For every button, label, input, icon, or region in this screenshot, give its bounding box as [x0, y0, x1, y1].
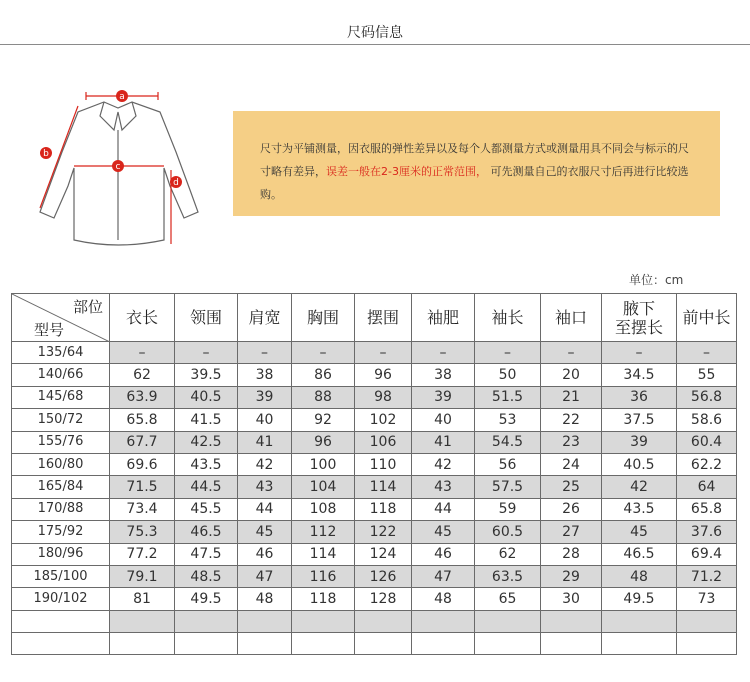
value-cell: 40.5: [602, 453, 677, 475]
value-cell: [175, 610, 238, 632]
value-cell: 47: [412, 565, 475, 587]
value-cell: 30: [541, 588, 602, 610]
value-cell: –: [541, 342, 602, 364]
value-cell: 41: [412, 431, 475, 453]
column-header: 衣长: [110, 294, 175, 342]
value-cell: 58.6: [677, 409, 737, 431]
value-cell: –: [238, 342, 292, 364]
value-cell: 106: [355, 431, 412, 453]
value-cell: [475, 610, 541, 632]
value-cell: 40: [412, 409, 475, 431]
size-cell: 145/68: [12, 386, 110, 408]
value-cell: 46.5: [175, 521, 238, 543]
column-header: 肩宽: [238, 294, 292, 342]
size-cell: 165/84: [12, 476, 110, 498]
value-cell: 69.6: [110, 453, 175, 475]
value-cell: 48: [412, 588, 475, 610]
value-cell: 42.5: [175, 431, 238, 453]
value-cell: 27: [541, 521, 602, 543]
value-cell: 39: [412, 386, 475, 408]
shirt-measurement-diagram: [8, 82, 228, 252]
value-cell: 59: [475, 498, 541, 520]
value-cell: 60.4: [677, 431, 737, 453]
table-header-row: [12, 294, 737, 342]
table-row: [12, 409, 737, 431]
value-cell: –: [175, 342, 238, 364]
value-cell: 49.5: [175, 588, 238, 610]
value-cell: 34.5: [602, 364, 677, 386]
value-cell: 75.3: [110, 521, 175, 543]
value-cell: 41.5: [175, 409, 238, 431]
value-cell: 60.5: [475, 521, 541, 543]
value-cell: 50: [475, 364, 541, 386]
value-cell: [541, 633, 602, 655]
value-cell: 45.5: [175, 498, 238, 520]
value-cell: 51.5: [475, 386, 541, 408]
value-cell: 62.2: [677, 453, 737, 475]
table-corner-cell: [12, 294, 110, 342]
value-cell: 43.5: [602, 498, 677, 520]
column-header: 腋下 至摆长: [602, 294, 677, 342]
table-row: [12, 543, 737, 565]
size-cell: 170/88: [12, 498, 110, 520]
corner-label-part: 部位: [72, 298, 103, 316]
value-cell: 40.5: [175, 386, 238, 408]
value-cell: 40: [238, 409, 292, 431]
value-cell: [475, 633, 541, 655]
value-cell: [355, 633, 412, 655]
value-cell: 46: [238, 543, 292, 565]
value-cell: 24: [541, 453, 602, 475]
page-title: 尺码信息: [347, 25, 403, 41]
value-cell: 102: [355, 409, 412, 431]
note-text-1: 尺寸为平铺测量，因衣服的弹性差异以及每个人都测量方式或测量用具不同会与标示的尺寸略有差异，: [260, 142, 689, 178]
value-cell: 42: [238, 453, 292, 475]
value-cell: 29: [541, 565, 602, 587]
value-cell: 55: [677, 364, 737, 386]
value-cell: 44.5: [175, 476, 238, 498]
value-cell: 53: [475, 409, 541, 431]
size-table: [11, 293, 737, 655]
size-cell: 190/102: [12, 588, 110, 610]
value-cell: 39: [602, 431, 677, 453]
column-header: 前中长: [677, 294, 737, 342]
size-cell: 135/64: [12, 342, 110, 364]
value-cell: [412, 610, 475, 632]
value-cell: 112: [292, 521, 355, 543]
value-cell: 110: [355, 453, 412, 475]
table-row: [12, 588, 737, 610]
value-cell: 42: [602, 476, 677, 498]
table-row: [12, 610, 737, 632]
value-cell: 98: [355, 386, 412, 408]
value-cell: 45: [412, 521, 475, 543]
value-cell: 56.8: [677, 386, 737, 408]
value-cell: 69.4: [677, 543, 737, 565]
value-cell: 37.5: [602, 409, 677, 431]
value-cell: 88: [292, 386, 355, 408]
value-cell: 96: [292, 431, 355, 453]
value-cell: 48: [602, 565, 677, 587]
unit-label: 单位：cm: [629, 273, 684, 287]
value-cell: 46.5: [602, 543, 677, 565]
value-cell: 100: [292, 453, 355, 475]
value-cell: 114: [355, 476, 412, 498]
size-cell: 160/80: [12, 453, 110, 475]
value-cell: 114: [292, 543, 355, 565]
value-cell: 62: [110, 364, 175, 386]
value-cell: 92: [292, 409, 355, 431]
size-cell: 180/96: [12, 543, 110, 565]
marker-b: b: [43, 149, 49, 159]
value-cell: [355, 610, 412, 632]
value-cell: 96: [355, 364, 412, 386]
value-cell: 128: [355, 588, 412, 610]
value-cell: 73: [677, 588, 737, 610]
value-cell: [110, 610, 175, 632]
column-header: 袖肥: [412, 294, 475, 342]
size-cell: 140/66: [12, 364, 110, 386]
value-cell: [541, 610, 602, 632]
table-row: [12, 453, 737, 475]
value-cell: 39: [238, 386, 292, 408]
table-row: [12, 364, 737, 386]
value-cell: 38: [238, 364, 292, 386]
value-cell: 65.8: [110, 409, 175, 431]
table-row: [12, 565, 737, 587]
value-cell: 63.9: [110, 386, 175, 408]
value-cell: 43.5: [175, 453, 238, 475]
size-cell: 185/100: [12, 565, 110, 587]
value-cell: 86: [292, 364, 355, 386]
value-cell: 42: [412, 453, 475, 475]
value-cell: 118: [355, 498, 412, 520]
table-row: [12, 476, 737, 498]
value-cell: –: [602, 342, 677, 364]
value-cell: 65.8: [677, 498, 737, 520]
value-cell: 64: [677, 476, 737, 498]
value-cell: 126: [355, 565, 412, 587]
value-cell: 49.5: [602, 588, 677, 610]
value-cell: [602, 610, 677, 632]
value-cell: 118: [292, 588, 355, 610]
value-cell: 39.5: [175, 364, 238, 386]
value-cell: 38: [412, 364, 475, 386]
table-row: [12, 498, 737, 520]
value-cell: 20: [541, 364, 602, 386]
value-cell: 71.2: [677, 565, 737, 587]
value-cell: [292, 633, 355, 655]
value-cell: –: [355, 342, 412, 364]
value-cell: 45: [238, 521, 292, 543]
value-cell: 56: [475, 453, 541, 475]
value-cell: 104: [292, 476, 355, 498]
value-cell: 79.1: [110, 565, 175, 587]
table-row: [12, 431, 737, 453]
value-cell: 77.2: [110, 543, 175, 565]
value-cell: 63.5: [475, 565, 541, 587]
value-cell: 26: [541, 498, 602, 520]
value-cell: 41: [238, 431, 292, 453]
marker-c: c: [115, 162, 121, 172]
value-cell: 23: [541, 431, 602, 453]
size-cell: 175/92: [12, 521, 110, 543]
value-cell: 45: [602, 521, 677, 543]
value-cell: 36: [602, 386, 677, 408]
value-cell: 43: [412, 476, 475, 498]
value-cell: [238, 633, 292, 655]
column-header: 袖长: [475, 294, 541, 342]
value-cell: 47.5: [175, 543, 238, 565]
value-cell: 73.4: [110, 498, 175, 520]
value-cell: 71.5: [110, 476, 175, 498]
value-cell: 28: [541, 543, 602, 565]
value-cell: –: [677, 342, 737, 364]
table-row: [12, 633, 737, 655]
value-cell: –: [110, 342, 175, 364]
value-cell: 37.6: [677, 521, 737, 543]
value-cell: –: [412, 342, 475, 364]
value-cell: [238, 610, 292, 632]
table-row: [12, 386, 737, 408]
size-cell: [12, 633, 110, 655]
note-highlight: 误差一般在2-3厘米的正常范围，: [326, 165, 487, 178]
column-header: 胸围: [292, 294, 355, 342]
value-cell: [175, 633, 238, 655]
value-cell: 44: [238, 498, 292, 520]
value-cell: 47: [238, 565, 292, 587]
value-cell: 44: [412, 498, 475, 520]
value-cell: 122: [355, 521, 412, 543]
value-cell: 25: [541, 476, 602, 498]
value-cell: [110, 633, 175, 655]
table-row: [12, 342, 737, 364]
column-header: 领围: [175, 294, 238, 342]
marker-a: a: [119, 92, 125, 102]
value-cell: 54.5: [475, 431, 541, 453]
value-cell: –: [475, 342, 541, 364]
title-divider: [0, 44, 750, 45]
marker-d: d: [173, 178, 179, 188]
column-header: 摆围: [355, 294, 412, 342]
value-cell: 22: [541, 409, 602, 431]
value-cell: 46: [412, 543, 475, 565]
value-cell: 108: [292, 498, 355, 520]
corner-label-size: 型号: [34, 321, 65, 339]
value-cell: 48: [238, 588, 292, 610]
value-cell: 81: [110, 588, 175, 610]
value-cell: 67.7: [110, 431, 175, 453]
table-row: [12, 521, 737, 543]
measurement-note: [233, 111, 720, 216]
value-cell: [602, 633, 677, 655]
value-cell: [677, 633, 737, 655]
column-header: 袖口: [541, 294, 602, 342]
value-cell: –: [292, 342, 355, 364]
value-cell: 65: [475, 588, 541, 610]
size-cell: 150/72: [12, 409, 110, 431]
note-text-2: 可先测量自己的衣服尺寸后再进行比较选购。: [260, 165, 689, 201]
value-cell: [412, 633, 475, 655]
value-cell: 116: [292, 565, 355, 587]
value-cell: 21: [541, 386, 602, 408]
value-cell: 48.5: [175, 565, 238, 587]
value-cell: 124: [355, 543, 412, 565]
value-cell: 62: [475, 543, 541, 565]
size-cell: 155/76: [12, 431, 110, 453]
value-cell: [292, 610, 355, 632]
value-cell: [677, 610, 737, 632]
value-cell: 57.5: [475, 476, 541, 498]
value-cell: 43: [238, 476, 292, 498]
size-cell: [12, 610, 110, 632]
